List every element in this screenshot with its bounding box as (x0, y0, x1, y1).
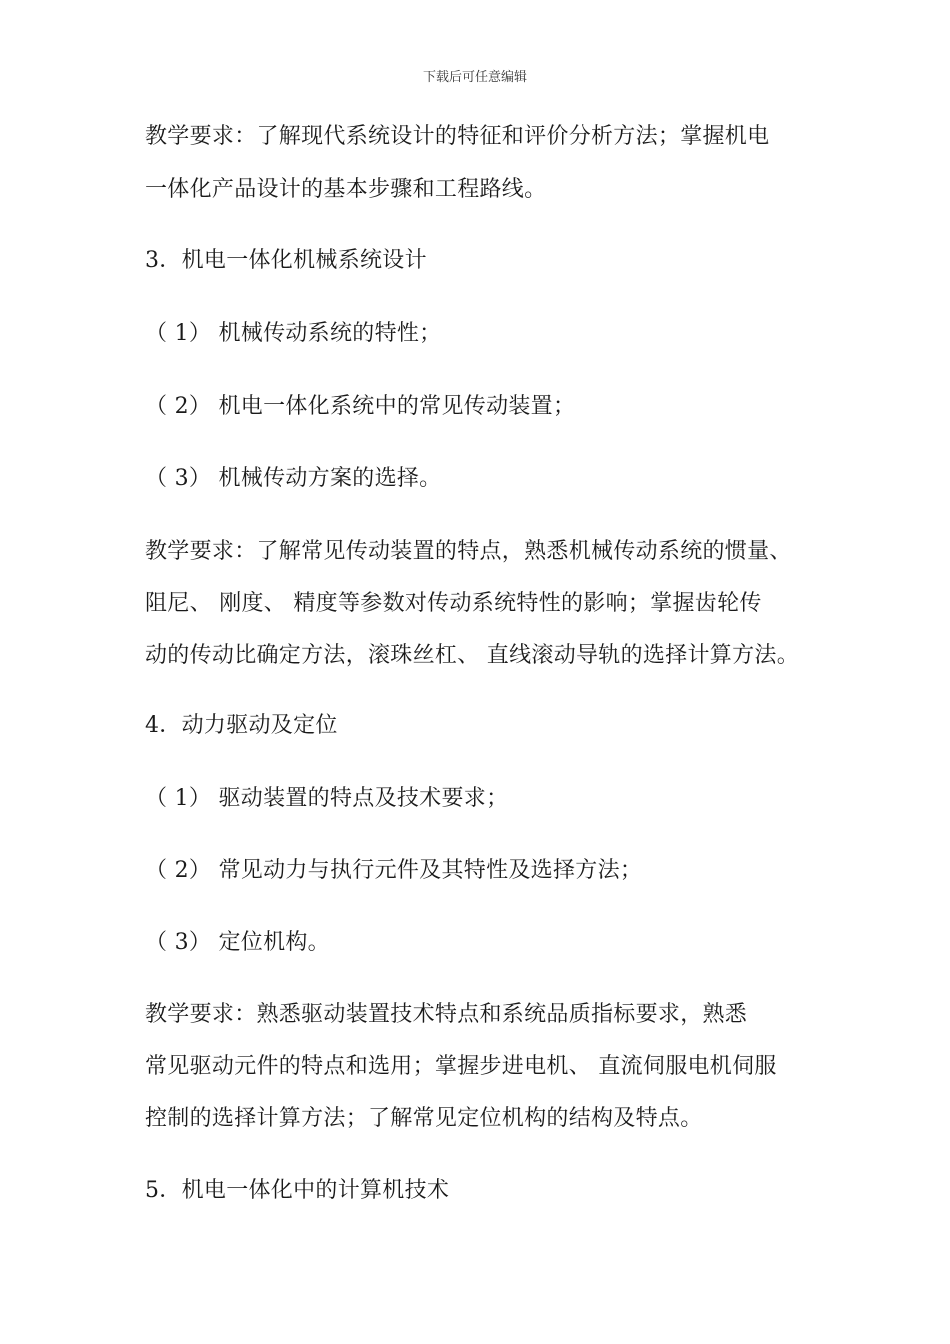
teaching-requirement-line: 控制的选择计算方法；了解常见定位机构的结构及特点。 (145, 1106, 703, 1131)
section-heading-4: 4．动力驱动及定位 (145, 713, 338, 738)
list-item: （ 3） 机械传动方案的选择。 (145, 466, 442, 491)
list-item: （ 2） 常见动力与执行元件及其特性及选择方法； (145, 858, 643, 883)
teaching-requirement-line: 一体化产品设计的基本步骤和工程路线。 (145, 177, 547, 202)
teaching-requirement-line: 阻尼、 刚度、 精度等参数对传动系统特性的影响；掌握齿轮传 (145, 591, 762, 616)
section-heading-5: 5．机电一体化中的计算机技术 (145, 1178, 450, 1203)
list-item: （ 3） 定位机构。 (145, 930, 330, 955)
section-heading-3: 3．机电一体化机械系统设计 (145, 248, 427, 273)
teaching-requirement-line: 教学要求：了解现代系统设计的特征和评价分析方法；掌握机电 (145, 124, 770, 149)
list-item: （ 1） 机械传动系统的特性； (145, 321, 442, 346)
teaching-requirement-line: 动的传动比确定方法，滚珠丝杠、 直线滚动导轨的选择计算方法。 (145, 643, 799, 668)
teaching-requirement-line: 教学要求：了解常见传动装置的特点，熟悉机械传动系统的惯量、 (145, 539, 792, 564)
teaching-requirement-line: 常见驱动元件的特点和选用；掌握步进电机、 直流伺服电机伺服 (145, 1054, 777, 1079)
list-item: （ 1） 驱动装置的特点及技术要求； (145, 786, 509, 811)
list-item: （ 2） 机电一体化系统中的常见传动装置； (145, 394, 576, 419)
page-header-note: 下载后可任意编辑 (422, 70, 527, 85)
teaching-requirement-line: 教学要求：熟悉驱动装置技术特点和系统品质指标要求，熟悉 (145, 1002, 748, 1027)
